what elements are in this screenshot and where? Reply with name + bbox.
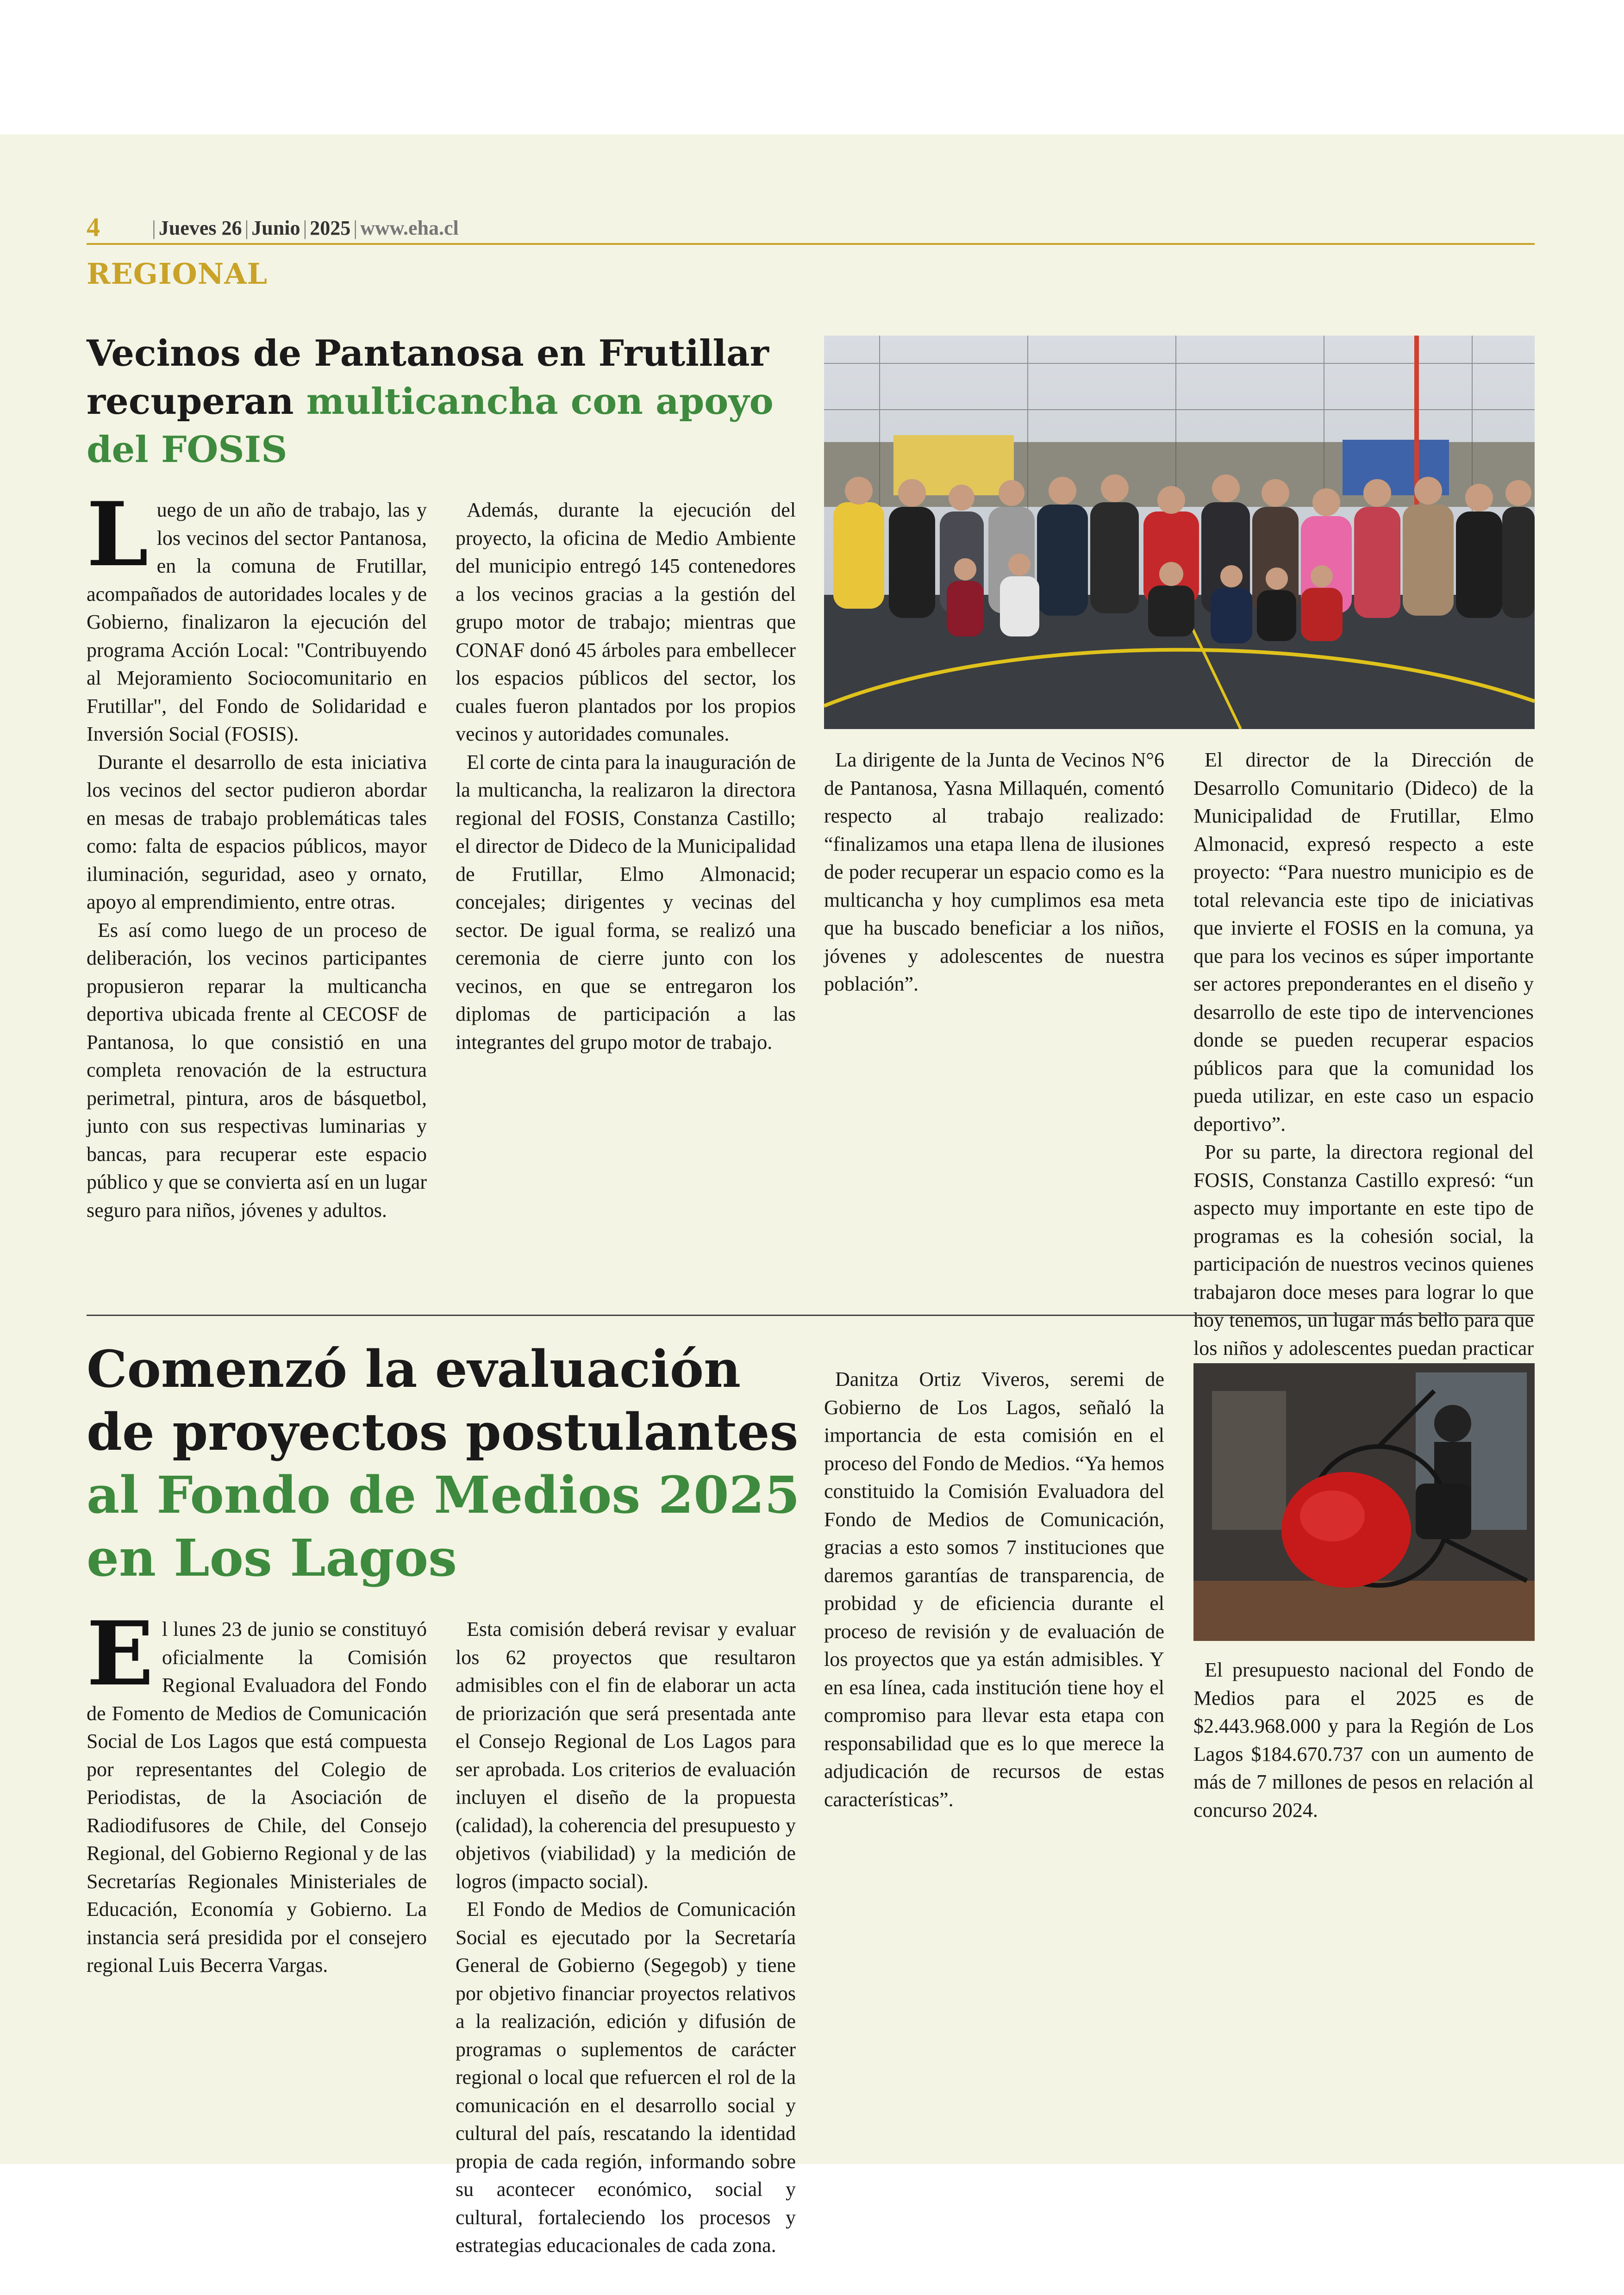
issue-year: 2025 bbox=[310, 217, 351, 239]
article1-headline-black: Vecinos de Pantanosa en Frutillar recuperan bbox=[87, 332, 769, 423]
article2-paragraph-3: El Fondo de Medios de Comunicación Social es ejecutado por la Secretaría General de Gobierno (Segegob) y tiene por objetivo financiar proyectos relativos a la realización, edición y difusión de programas o suplementos de carácter regional o local que refuercen el rol de la comunicación en el desarrollo social y cultural del país, rescatando la identidad propia de cada región, informando sobre su acontecer económico, social y cultural, fortaleciendo los procesos y estrategias educacionales de cada zona. bbox=[456, 1898, 796, 2257]
article2-headline bbox=[87, 1338, 809, 1590]
article1-paragraph-7: El director de la Dirección de Desarrollo Comunitario (Dideco) de la Municipalidad de Frutillar, Elmo Almonacid, expresó respecto a este proyecto: “Para nuestro municipio es de total relevancia este tipo de iniciativas que invierte el FOSIS en la comuna, ya que para los vecinos es súper importante ser actores preponderantes en el diseño y desarrollo de este tipo de intervenciones donde se pueden recuperar espacios públicos para que la comunidad los pueda utilizar, en este caso un espacio deportivo”. bbox=[1193, 748, 1534, 1135]
article2-column-1 bbox=[87, 1602, 427, 1980]
article1-headline-green: multicancha con apoyo del FOSIS bbox=[87, 380, 774, 471]
article1-column-3 bbox=[824, 746, 1164, 998]
article2-photo bbox=[1193, 1363, 1535, 1641]
article1-paragraph-1: Luego de un año de trabajo, las y los vecinos del sector Pantanosa, en la comuna de Frutillar, acompañados de autoridades locales y de Gobierno, finalizaron la ejecución del programa Acción Local: "Contribuyendo al Mejoramiento Sociocomunitario en Frutillar", del Fondo de Solidaridad e Inversión Social (FOSIS). bbox=[87, 483, 427, 745]
article1-column-4 bbox=[1193, 746, 1534, 1447]
article2-paragraph-4: Danitza Ortiz Viveros, seremi de Gobierno de Los Lagos, señaló la importancia de esta comisión en el proceso del Fondo de Medios. “Ya hemos constituido la Comisión Evaluadora del Fondo de Medios de Comunicación, gracias a esto somos 7 instituciones que daremos garantías de transparencia, de probidad y de eficiencia durante el proceso de revisión y de evaluación de los proyectos que ya están admisibles. Y en esa línea, cada institución tiene hoy el compromiso para llevar esta etapa con responsabilidad que es lo que merece la adjudicación de recursos de estas características”. bbox=[824, 1368, 1164, 1811]
article1-paragraph-3: Es así como luego de un proceso de deliberación, los vecinos participantes propusieron reparar la multicancha deportiva ubicada frente al CECOSF de Pantanosa, lo que consistió en una completa renovación de la estructura perimetral, pintura, aros de básquetbol, junto con sus respectivas luminarias y bancas, para recuperar este espacio público y que se convierta así en un lugar seguro para niños, jóvenes y adultos. bbox=[87, 918, 427, 1222]
article1-column-2 bbox=[456, 496, 796, 1056]
article2-paragraph-1: El lunes 23 de junio se constituyó oficialmente la Comisión Regional Evaluadora del Fondo de Fomento de Medios de Comunicación Social de Los Lagos que está compuesta por representantes del Colegio de Periodistas, de la Asociación de Radiodifusores de Chile, del Consejo Regional, del Gobierno Regional y de las Secretarías Regionales Ministeriales de Educación, Economía y Gobierno. La instancia será presidida por el consejero regional Luis Becerra Vargas. bbox=[87, 1602, 427, 1977]
article1-dropcap: L bbox=[87, 483, 149, 586]
article1-column-1 bbox=[87, 483, 427, 1224]
article1-photo bbox=[824, 336, 1535, 729]
article2-column-2 bbox=[456, 1615, 796, 2260]
article1-paragraph-2: Durante el desarrollo de esta iniciativa los vecinos del sector pudieron abordar en mesas de trabajo problemáticas tales como: falta de espacios públicos, mayor iluminación, seguridad, aseo y ornato, apoyo al emprendimiento, entre otras. bbox=[87, 750, 427, 913]
article2-headline-green: al Fondo de Medios 2025 en Los Lagos bbox=[87, 1465, 800, 1588]
article2-column-3 bbox=[824, 1366, 1164, 1814]
section-label: REGIONAL bbox=[87, 257, 268, 291]
article1-paragraph-8: Por su parte, la directora regional del FOSIS, Constanza Castillo expresó: “un aspecto muy importante en este tipo de programas es la cohesión social, la participación de nuestros vecinos quienes trabajaron doce meses para lograr lo que hoy tenemos, un lugar más bello para que los niños y adolescentes puedan practicar bbox=[1193, 1141, 1534, 1360]
page-header bbox=[87, 211, 1535, 245]
page-number: 4 bbox=[87, 212, 100, 242]
article1-paragraph-6: La dirigente de la Junta de Vecinos N°6 de Pantanosa, Yasna Millaquén, comentó respecto al trabajo realizado: “finalizamos una etapa llena de ilusiones de poder recuperar un espacio como es la multicancha y hoy cumplimos esa meta que ha buscado beneficiar a los niños, jóvenes y adolescentes de nuestra población”. bbox=[824, 748, 1164, 995]
issue-day: Jueves 26 bbox=[158, 217, 242, 239]
issue-month: Junio bbox=[251, 217, 300, 239]
article-divider bbox=[87, 1315, 1535, 1316]
website-link[interactable]: www.eha.cl bbox=[360, 217, 459, 239]
article2-paragraph-5: El presupuesto nacional del Fondo de Medios para el 2025 es de $2.443.968.000 y para la Región de Los Lagos $184.670.737 con un aumento de más de 7 millones de pesos en relación al concurso 2024. bbox=[1193, 1659, 1534, 1821]
article2-headline-black: Comenzó la evaluación de proyectos postulantes bbox=[87, 1339, 799, 1462]
article1-headline bbox=[87, 330, 809, 474]
microphone-photo-illustration bbox=[1193, 1363, 1535, 1641]
article1-paragraph-4: Además, durante la ejecución del proyecto, la oficina de Medio Ambiente del municipio entregó 145 contenedores a los vecinos gracias a la gestión del grupo motor de trabajo; mientras que CONAF donó 45 árboles para embellecer los espacios públicos del sector, los cuales fueron plantados por los propios vecinos y autoridades comunales. bbox=[456, 499, 796, 745]
issue-date: | Jueves 26 | Junio | 2025 | www.eha.cl bbox=[152, 217, 459, 239]
article2-dropcap: E bbox=[87, 1602, 154, 1705]
article1-paragraph-5: El corte de cinta para la inauguración de la multicancha, la realizaron la directora regional del FOSIS, Constanza Castillo; el director de Dideco de la Municipalidad de Frutillar, Elmo Almonacid; concejales; dirigentes y vecinas del sector. De igual forma, se realizó una ceremonia de cierre junto con los vecinos, en que se entregaron los diplomas de participación a las integrantes del grupo motor de trabajo. bbox=[456, 750, 796, 1054]
article2-paragraph-2: Esta comisión deberá revisar y evaluar los 62 proyectos que resultaron admisibles con el fin de elaborar un acta de priorización que será presentada ante el Consejo Regional de Los Lagos para ser aprobada. Los criterios de evaluación incluyen el diseño de la propuesta (calidad), la coherencia del presupuesto y objetivos (viabilidad) y la medición de logros (impacto social). bbox=[456, 1618, 796, 1893]
article2-column-4 bbox=[1193, 1656, 1534, 1824]
group-photo-illustration bbox=[824, 336, 1535, 729]
